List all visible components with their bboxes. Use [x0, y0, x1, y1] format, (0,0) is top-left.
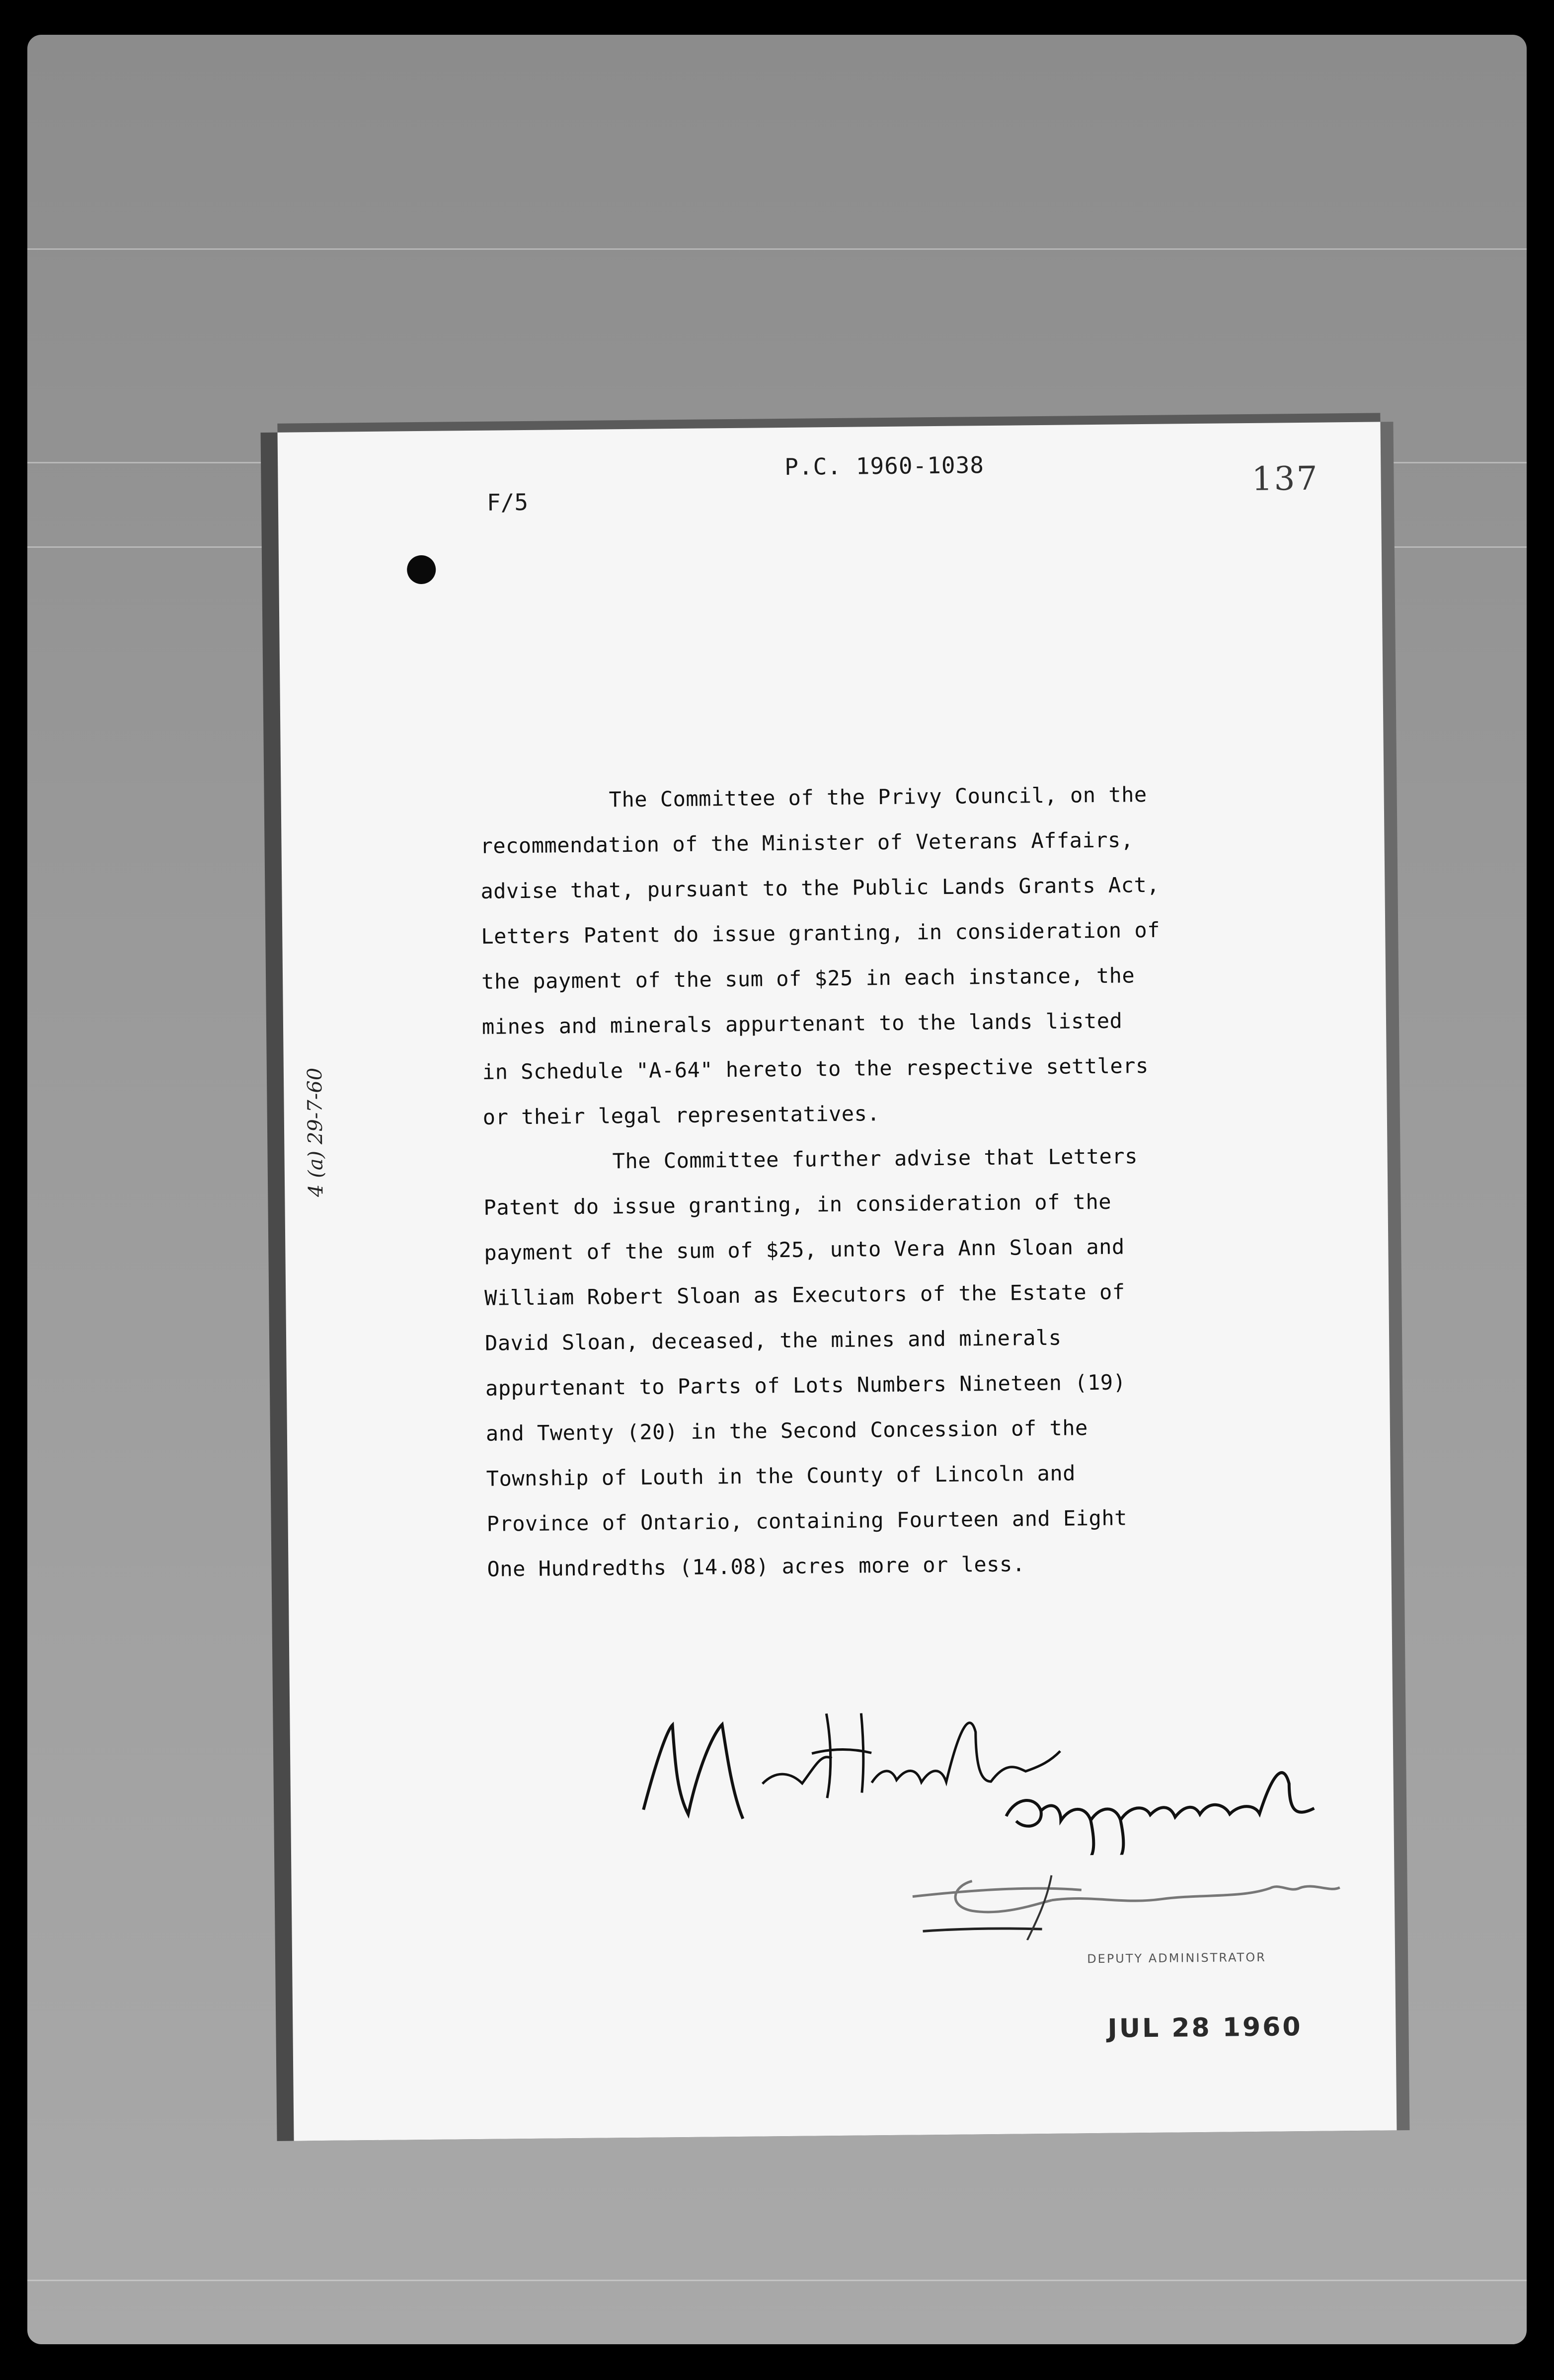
punch-hole	[407, 555, 436, 585]
administrator-signature	[902, 1862, 1350, 1941]
approved-handwriting	[996, 1753, 1344, 1856]
page-number: 137	[1251, 459, 1319, 498]
date-stamp: JUL 28 1960	[1107, 2012, 1303, 2044]
file-reference: F/5	[486, 488, 529, 516]
paragraph-1: The Committee of the Privy Council, on the recommendation of the Minister of Veterans Affairs, advise that, pursuant to the Public Lands Grants Act, Letters Patent do issue granting, in consideration of the payment of the sum of $25 in each instance, the mines and minerals appurtenant to the lands listed in Schedule "A-64" hereto to the respective settlers or their legal representatives.	[480, 782, 1161, 1129]
order-number: P.C. 1960-1038	[784, 451, 985, 480]
paragraph-2: The Committee further advise that Letters Patent do issue granting, in consideration of the payment of the sum of $25, unto Vera Ann Sloan and William Robert Sloan as Executors of the Estate of David Sloan, deceased, the mines and minerals appurtenant to Parts of Lots Numbers Nineteen (19) and Twenty (20) in the Second Concession of the Township of Louth in the County of Lincoln and Province of Ontario, containing Fourteen and Eight One Hundredths (14.08) acres more or less.	[483, 1144, 1138, 1581]
deputy-administrator-label: DEPUTY ADMINISTRATOR	[1087, 1950, 1266, 1966]
order-body	[479, 770, 1332, 1592]
scan-artifact-line	[27, 248, 1527, 250]
scan-artifact-line	[27, 2280, 1527, 2281]
document-page	[278, 422, 1397, 2141]
scan-frame	[27, 35, 1527, 2344]
margin-note: 4 (a) 29-7-60	[303, 1067, 328, 1197]
